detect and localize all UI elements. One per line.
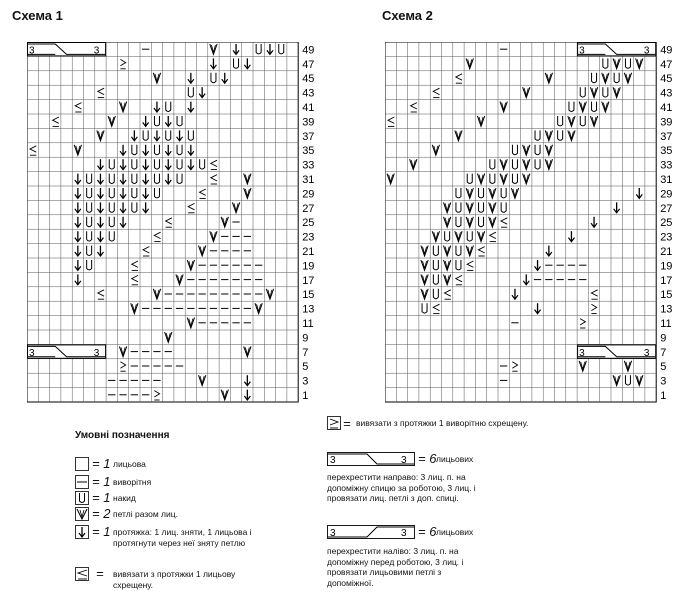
legend-heading: Умовні позначення xyxy=(75,430,170,441)
scheme1-row-number: 39 xyxy=(302,116,315,129)
scheme2-row-number: 25 xyxy=(660,217,673,230)
legend-text-blank: лицьова xyxy=(113,459,146,469)
scheme2-row-number: 47 xyxy=(660,58,673,71)
scheme1-row-number: 19 xyxy=(302,260,315,273)
svg-text:3: 3 xyxy=(401,528,407,539)
scheme1-row-number: 49 xyxy=(302,44,315,57)
scheme1-row-number: 41 xyxy=(302,102,315,114)
legend-text-k2tog: петлі разом лиц. xyxy=(113,509,178,519)
scheme2-cable-label: 3 xyxy=(579,45,585,57)
scheme1-row-number: 33 xyxy=(302,159,315,172)
scheme2-cable-cross xyxy=(578,345,656,359)
legend-equals: = xyxy=(96,566,104,581)
scheme2-row-number: 7 xyxy=(660,346,667,359)
legend-symbol-pull xyxy=(75,525,89,539)
legend-text-left-twist: вивязати з протяжки 1 лицьову схрещену. xyxy=(113,569,236,590)
legend-count: = 1 xyxy=(92,456,111,471)
scheme2-row-number: 21 xyxy=(660,246,673,258)
scheme2-row-number: 39 xyxy=(660,116,673,129)
legend-symbol-blank xyxy=(75,457,89,471)
scheme1-row-number: 11 xyxy=(302,318,314,330)
scheme2-cable-label: 3 xyxy=(643,45,650,57)
legend-symbol-cable-left xyxy=(327,525,415,539)
scheme1-row-number: 43 xyxy=(302,87,315,100)
scheme1-row-number: 5 xyxy=(302,361,309,374)
legend-text-cable-right: перехрестити направо: 3 лиц. п. на допоміжну спицю за роботою, 3 лиц. і провязати лиц. петлі з доп. спиці. xyxy=(327,472,476,503)
scheme2-row-number: 33 xyxy=(660,159,673,172)
scheme2-row-number: 41 xyxy=(660,102,673,114)
legend-count: = 6 xyxy=(418,524,437,539)
scheme1-cable-cross xyxy=(28,345,106,359)
scheme2-row-number: 37 xyxy=(660,130,673,143)
scheme1-row-number: 23 xyxy=(302,231,315,244)
scheme1-row-number: 1 xyxy=(302,390,309,402)
legend-symbol-yarnover xyxy=(75,491,89,505)
scheme2-cable-cross xyxy=(578,43,656,57)
scheme1-row-number: 37 xyxy=(302,130,315,143)
legend-symbol-cable-right xyxy=(327,452,415,466)
scheme1-row-number: 21 xyxy=(302,246,315,258)
scheme2-cable-label: 3 xyxy=(643,347,650,359)
legend-symbol-left-twist xyxy=(75,567,89,581)
scheme2-row-number: 29 xyxy=(660,188,673,201)
scheme2-chart xyxy=(385,42,685,414)
scheme1-row-number: 35 xyxy=(302,145,315,158)
scheme2-row-number: 31 xyxy=(660,174,673,186)
scheme2-row-number: 15 xyxy=(660,289,673,302)
scheme2-row-number: 19 xyxy=(660,260,673,273)
scheme1-row-number: 7 xyxy=(302,346,309,359)
scheme2-row-number: 43 xyxy=(660,87,673,100)
scheme2-row-number: 45 xyxy=(660,73,673,86)
legend-count: = 2 xyxy=(92,506,111,521)
scheme2-row-number: 49 xyxy=(660,44,673,57)
legend-text-right-twist: вивязати з протяжки 1 виворітню схрещену. xyxy=(356,418,529,428)
scheme1-row-number: 13 xyxy=(302,303,315,316)
legend-suffix: лицьових xyxy=(436,454,474,464)
legend-count: = 6 xyxy=(418,451,437,466)
scheme1-row-number: 3 xyxy=(302,375,309,388)
scheme1-row-number: 29 xyxy=(302,188,315,201)
svg-text:3: 3 xyxy=(330,455,336,466)
scheme2-title: Схема 2 xyxy=(382,8,433,23)
scheme1-row-number: 9 xyxy=(302,332,309,345)
scheme2-row-number: 3 xyxy=(660,375,667,388)
legend-text-yarnover: накид xyxy=(113,493,136,503)
legend-symbol-k2tog xyxy=(75,507,89,521)
scheme1-row-number: 47 xyxy=(302,58,315,71)
scheme2-row-number: 27 xyxy=(660,202,673,215)
scheme1-chart xyxy=(27,42,327,414)
scheme2-row-number: 23 xyxy=(660,231,673,244)
scheme2-cable-label: 3 xyxy=(579,347,585,359)
legend-equals: = xyxy=(343,416,351,431)
scheme2-row-number: 17 xyxy=(660,274,673,287)
svg-text:3: 3 xyxy=(330,528,336,539)
scheme1-row-number: 25 xyxy=(302,217,315,230)
legend-suffix: лицьових xyxy=(436,527,474,537)
scheme2-row-number: 5 xyxy=(660,361,667,374)
scheme1-row-number: 27 xyxy=(302,202,315,215)
legend-count: = 1 xyxy=(92,474,111,489)
svg-text:3: 3 xyxy=(401,455,407,466)
legend-symbol-right-twist xyxy=(327,416,341,430)
scheme1-title: Схема 1 xyxy=(12,8,63,23)
scheme1-row-number: 31 xyxy=(302,174,315,186)
legend-count: = 1 xyxy=(92,490,111,505)
scheme2-row-number: 9 xyxy=(660,332,667,345)
scheme2-row-number: 1 xyxy=(660,390,667,402)
scheme1-row-number: 45 xyxy=(302,73,315,86)
legend-text-purl: виворітня xyxy=(113,477,152,487)
legend-text-pull: протяжка: 1 лиц. зняти, 1 лицьова і протягнути через неї зняту петлю xyxy=(113,527,252,548)
scheme1-cable-label: 3 xyxy=(93,45,100,57)
scheme1-cable-label: 3 xyxy=(93,347,100,359)
scheme2-row-number: 11 xyxy=(660,318,672,330)
scheme1-row-number: 17 xyxy=(302,274,315,287)
legend-symbol-purl xyxy=(75,475,89,489)
scheme1-cable-label: 3 xyxy=(29,347,35,359)
scheme2-row-number: 13 xyxy=(660,303,673,316)
legend-text-cable-left: перехрестити наліво: 3 лиц. п. на допоміжну перед роботою, 3 лиц. і провязати лицьовими петлі з допоміжної. xyxy=(327,546,464,588)
legend-count: = 1 xyxy=(92,524,111,539)
scheme1-cable-cross xyxy=(28,43,106,57)
scheme1-row-number: 15 xyxy=(302,289,315,302)
scheme2-row-number: 35 xyxy=(660,145,673,158)
scheme1-cable-label: 3 xyxy=(29,45,35,57)
